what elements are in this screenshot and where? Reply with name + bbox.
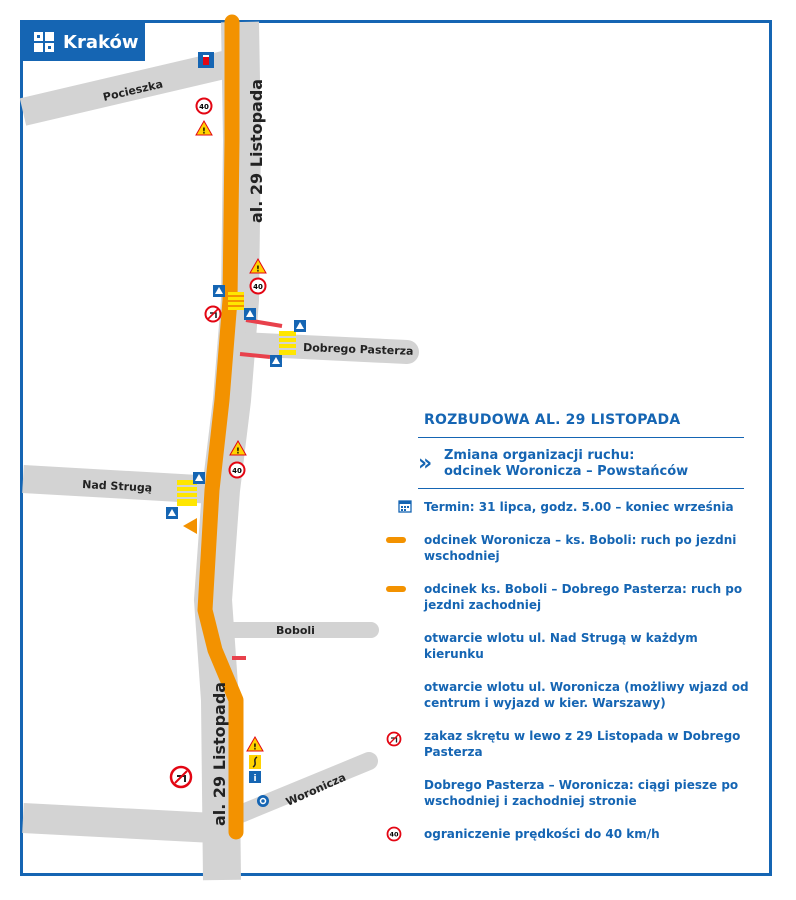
speed-limit-sign-icon [251,279,266,294]
no-left-turn-sign-icon [171,767,191,787]
orange-route-icon [386,535,406,545]
pedestrian-crossing-sign-icon [193,472,205,484]
label-pocieszka: Pocieszka [101,77,165,104]
pedestrian-crossing-sign-icon [294,320,306,332]
two-way-warning-icon [196,121,212,136]
label-al-29-listopada-south: al. 29 Listopada [210,681,229,826]
legend [388,412,760,842]
pedestrian-crossing-sign-icon [244,308,256,320]
one-way-sign-icon [198,52,214,68]
krakow-logo [23,23,145,61]
legend-item [388,679,754,711]
no-left-turn-icon [386,731,402,747]
label-dobrego-pasterza: Dobrego Pasterza [302,341,414,358]
svg-text:40: 40 [253,283,263,291]
pedestrian-crossing-sign-icon [270,355,282,367]
label-woronicza: Woronicza [283,770,348,809]
divider [418,437,744,438]
subtitle-line-2: odcinek Woronicza – Powstańców [444,464,689,479]
legend-item [388,777,754,809]
divider [418,488,744,489]
svg-text:40: 40 [232,467,242,475]
chevron-double-right-icon: » [418,451,433,476]
svg-text:40: 40 [199,103,209,111]
yield-sign-icon [183,518,197,534]
roundabout-sign-icon [257,795,269,807]
label-nad-struga: Nad Strugą [81,478,153,495]
legend-item-text: Termin: 31 lipca, godz. 5.00 – koniec września [424,500,734,514]
pedestrian-crossing-sign-icon [213,285,225,297]
krakow-crest-icon [33,31,55,53]
svg-text:40: 40 [389,830,399,839]
information-sign-icon [249,771,261,784]
speed-limit-icon [386,826,402,842]
speed-limit-sign-icon [230,463,245,478]
legend-item [388,728,754,760]
legend-item [388,499,754,515]
speed-limit-sign-icon [197,99,212,114]
subtitle-line-1: Zmiana organizacji ruchu: [444,448,635,463]
legend-item [388,826,754,842]
legend-item-text: zakaz skrętu w lewo z 29 Listopada w Dobrego Pasterza [424,729,741,759]
svg-text:i: i [253,774,257,784]
legend-subtitle [418,444,760,484]
road-curve-sign-icon [249,755,261,769]
legend-item-text: odcinek ks. Boboli – Dobrego Pasterza: ruch po jezdni zachodniej [424,582,743,612]
brand-name: Kraków [63,31,139,53]
warning-sign-icon [247,737,263,752]
crossing-dobrego-pasterza [279,331,296,355]
crossing-north [228,292,244,310]
legend-item [388,581,754,613]
legend-title: ROZBUDOWA AL. 29 LISTOPADA [424,412,681,428]
legend-item-text: ograniczenie prędkości do 40 km/h [424,827,660,841]
legend-item [388,630,754,662]
no-left-turn-sign-icon [206,307,221,322]
legend-item-text: otwarcie wlotu ul. Nad Strugą w każdym kierunku [424,631,698,661]
calendar-icon [398,499,412,513]
label-boboli: Boboli [276,624,315,637]
street-labels [82,78,414,826]
orange-route-icon [386,584,406,594]
label-al-29-listopada-north: al. 29 Listopada [247,78,266,223]
road-south-west [23,818,214,828]
legend-item [388,532,754,564]
legend-item-text: otwarcie wlotu ul. Woronicza (możliwy wjazd od centrum i wyjazd w kier. Warszawy) [424,680,749,710]
pedestrian-crossing-sign-icon [166,507,178,519]
legend-item-text: odcinek Woronicza – ks. Boboli: ruch po jezdni wschodniej [424,533,737,563]
legend-item-text: Dobrego Pasterza – Woronicza: ciągi piesze po wschodniej i zachodniej stronie [424,778,739,808]
